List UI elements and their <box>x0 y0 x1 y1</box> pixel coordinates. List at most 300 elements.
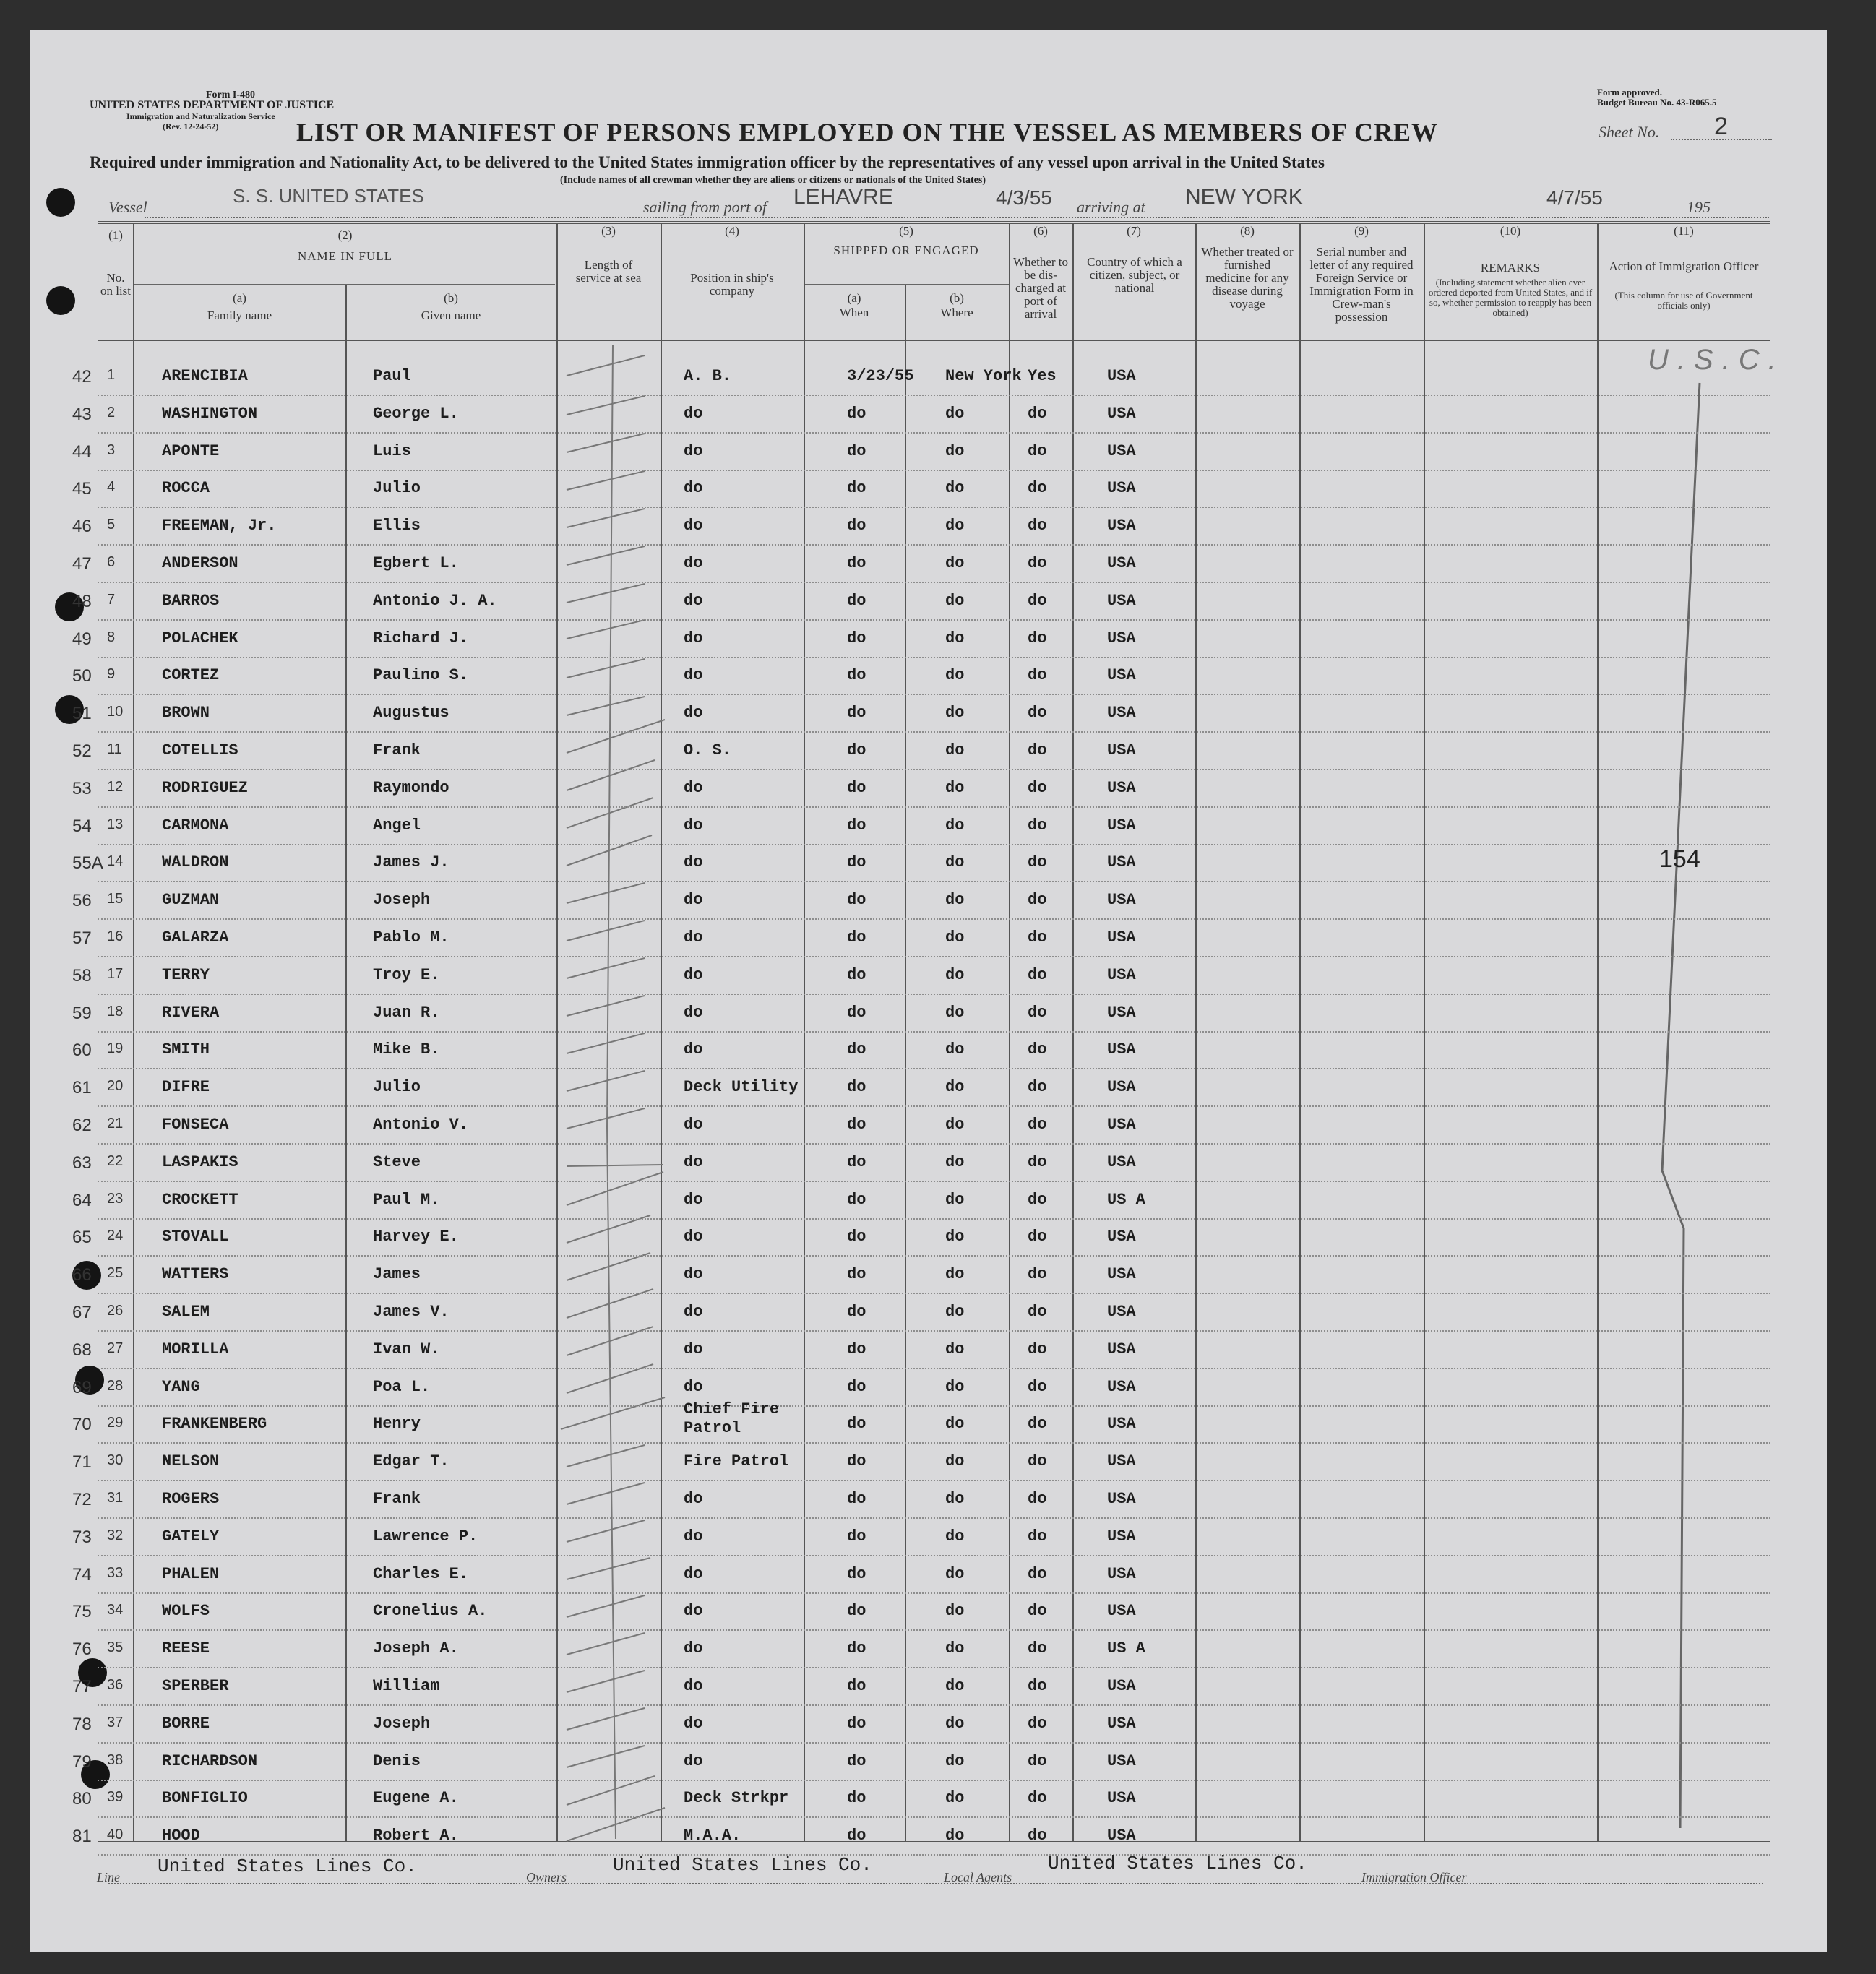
row-position: do <box>684 816 703 835</box>
row-discharged: do <box>1028 1228 1047 1246</box>
row-handwritten-number: 48 <box>72 591 92 611</box>
row-family-name: YANG <box>162 1377 200 1396</box>
row-country: USA <box>1107 1490 1136 1508</box>
header-given-name: Given name <box>421 309 481 322</box>
row-family-name: ARENCIBIA <box>162 367 248 385</box>
header-medicine: Whether treated or furnished medicine for any disease during voyage <box>1201 245 1294 311</box>
row-where: do <box>945 965 965 984</box>
row-position: do <box>684 1639 703 1658</box>
row-line-number: 25 <box>107 1265 124 1282</box>
row-line-number: 40 <box>107 1827 124 1843</box>
row-discharged: do <box>1028 1452 1047 1471</box>
crew-row <box>0 920 1876 957</box>
sailing-label: sailing from port of <box>643 198 767 216</box>
row-when: do <box>847 816 866 835</box>
row-when: do <box>847 404 866 423</box>
row-given-name: Henry <box>373 1415 421 1434</box>
row-where: do <box>945 1452 965 1471</box>
crew-row <box>0 1332 1876 1369</box>
row-when: do <box>847 1340 866 1358</box>
row-where: do <box>945 1040 965 1059</box>
row-where: do <box>945 404 965 423</box>
row-line-number: 18 <box>107 1003 124 1020</box>
arrival-date: 4/7/55 <box>1546 186 1603 209</box>
crew-row <box>0 1706 1876 1744</box>
row-country: USA <box>1107 441 1136 460</box>
row-handwritten-number: 76 <box>72 1639 92 1660</box>
row-when: do <box>847 479 866 498</box>
row-where: do <box>945 1602 965 1621</box>
row-discharged: do <box>1028 1003 1047 1022</box>
row-country: USA <box>1107 1303 1136 1321</box>
crew-row <box>0 1818 1876 1856</box>
row-where: do <box>945 1265 965 1284</box>
row-position: A. B. <box>684 367 732 385</box>
row-country: USA <box>1107 778 1136 797</box>
row-handwritten-number: 75 <box>72 1602 92 1622</box>
arriving-port: NEW YORK <box>1185 185 1303 209</box>
crew-row <box>0 1744 1876 1781</box>
row-country: USA <box>1107 816 1136 835</box>
row-family-name: CROCKETT <box>162 1190 238 1209</box>
header-where-sub: (b) <box>950 291 964 305</box>
row-family-name: APONTE <box>162 441 220 460</box>
row-position: Deck Strkpr <box>684 1789 789 1808</box>
row-where: do <box>945 554 965 572</box>
row-country: USA <box>1107 1377 1136 1396</box>
row-family-name: BORRE <box>162 1714 210 1733</box>
row-discharged: do <box>1028 1639 1047 1658</box>
col-num: (2) <box>337 228 353 242</box>
revision: (Rev. 12-24-52) <box>163 121 219 132</box>
row-country: USA <box>1107 1827 1136 1845</box>
header-name-in-full: NAME IN FULL <box>298 249 392 263</box>
row-position: do <box>684 554 703 572</box>
row-family-name: SPERBER <box>162 1677 229 1695</box>
row-line-number: 21 <box>107 1116 124 1132</box>
crew-row <box>0 1780 1876 1818</box>
crew-row <box>0 1400 1876 1444</box>
row-line-number: 8 <box>107 629 116 645</box>
row-line-number: 10 <box>107 704 124 720</box>
row-line-number: 5 <box>107 517 116 533</box>
row-where: New York <box>945 367 1022 385</box>
row-handwritten-number: 55A <box>72 853 103 874</box>
row-position: Fire Patrol <box>684 1452 789 1471</box>
row-discharged: do <box>1028 778 1047 797</box>
row-where: do <box>945 891 965 910</box>
row-family-name: FRANKENBERG <box>162 1415 267 1434</box>
row-country: USA <box>1107 1265 1136 1284</box>
col-num: (5) <box>899 224 913 238</box>
row-when: do <box>847 891 866 910</box>
manifest-title: LIST OR MANIFEST OF PERSONS EMPLOYED ON THE VESSEL AS MEMBERS OF CREW <box>296 118 1438 147</box>
line-value: United States Lines Co. <box>158 1856 417 1877</box>
row-when: do <box>847 965 866 984</box>
header-country: Country of which a citizen, subject, or national <box>1087 255 1182 295</box>
row-country: USA <box>1107 517 1136 535</box>
row-line-number: 6 <box>107 554 116 570</box>
row-handwritten-number: 60 <box>72 1040 92 1061</box>
row-where: do <box>945 816 965 835</box>
row-when: do <box>847 1265 866 1284</box>
row-handwritten-number: 81 <box>72 1827 92 1847</box>
row-position: do <box>684 1751 703 1770</box>
col-num: (9) <box>1354 224 1369 238</box>
row-line-number: 19 <box>107 1040 124 1057</box>
crew-row <box>0 995 1876 1033</box>
row-given-name: Cronelius A. <box>373 1602 488 1621</box>
row-where: do <box>945 1377 965 1396</box>
row-family-name: STOVALL <box>162 1228 229 1246</box>
row-position: do <box>684 704 703 723</box>
row-line-number: 7 <box>107 591 116 608</box>
row-discharged: Yes <box>1028 367 1057 385</box>
crew-row <box>0 546 1876 583</box>
row-family-name: CARMONA <box>162 816 229 835</box>
row-country: USA <box>1107 704 1136 723</box>
row-given-name: Charles E. <box>373 1564 469 1583</box>
row-when: do <box>847 517 866 535</box>
crew-row <box>0 808 1876 845</box>
row-line-number: 39 <box>107 1789 124 1806</box>
row-position: Chief Fire Patrol <box>684 1400 780 1438</box>
row-country: USA <box>1107 591 1136 610</box>
row-country: USA <box>1107 1040 1136 1059</box>
row-line-number: 16 <box>107 928 124 944</box>
row-country: USA <box>1107 1602 1136 1621</box>
row-discharged: do <box>1028 1564 1047 1583</box>
crew-row <box>0 1107 1876 1145</box>
row-when: do <box>847 1415 866 1434</box>
row-line-number: 22 <box>107 1152 124 1169</box>
row-position: do <box>684 1265 703 1284</box>
row-given-name: James V. <box>373 1303 449 1321</box>
header-given-sub: (b) <box>444 291 458 305</box>
row-position: M.A.A. <box>684 1827 741 1845</box>
row-when: do <box>847 1602 866 1621</box>
crew-row <box>0 1294 1876 1332</box>
row-family-name: GALARZA <box>162 928 229 947</box>
row-discharged: do <box>1028 1714 1047 1733</box>
row-position: do <box>684 1527 703 1546</box>
row-family-name: BROWN <box>162 704 210 723</box>
row-handwritten-number: 74 <box>72 1564 92 1585</box>
col-num: (8) <box>1240 224 1255 238</box>
row-position: do <box>684 1377 703 1396</box>
row-where: do <box>945 1003 965 1022</box>
row-discharged: do <box>1028 965 1047 984</box>
crew-row <box>0 658 1876 695</box>
header-discharged: Whether to be dis-charged at port of arrival <box>1013 255 1068 321</box>
row-where: do <box>945 479 965 498</box>
row-where: do <box>945 1415 965 1434</box>
row-discharged: do <box>1028 1303 1047 1321</box>
row-line-number: 2 <box>107 404 116 421</box>
row-discharged: do <box>1028 404 1047 423</box>
crew-row <box>0 1145 1876 1182</box>
header-length: Length of service at sea <box>575 258 642 285</box>
row-family-name: FREEMAN, Jr. <box>162 517 277 535</box>
row-discharged: do <box>1028 591 1047 610</box>
row-where: do <box>945 928 965 947</box>
row-position: do <box>684 1003 703 1022</box>
row-family-name: BARROS <box>162 591 220 610</box>
row-handwritten-number: 50 <box>72 666 92 686</box>
row-family-name: REESE <box>162 1639 210 1658</box>
row-discharged: do <box>1028 1078 1047 1097</box>
row-discharged: do <box>1028 1827 1047 1845</box>
col-num: (3) <box>601 224 616 238</box>
row-where: do <box>945 517 965 535</box>
row-given-name: James J. <box>373 853 449 872</box>
row-line-number: 20 <box>107 1078 124 1095</box>
row-given-name: James <box>373 1265 421 1284</box>
row-country: USA <box>1107 1003 1136 1022</box>
row-family-name: NELSON <box>162 1452 220 1471</box>
row-discharged: do <box>1028 1152 1047 1171</box>
row-given-name: Joseph A. <box>373 1639 459 1658</box>
row-position: do <box>684 853 703 872</box>
row-position: do <box>684 1228 703 1246</box>
row-when: do <box>847 1751 866 1770</box>
row-country: USA <box>1107 367 1136 385</box>
row-where: do <box>945 1152 965 1171</box>
row-when: do <box>847 1078 866 1097</box>
row-where: do <box>945 1751 965 1770</box>
row-line-number: 24 <box>107 1228 124 1244</box>
row-discharged: do <box>1028 816 1047 835</box>
row-when: do <box>847 853 866 872</box>
agents-label: Local Agents <box>944 1870 1012 1884</box>
row-discharged: do <box>1028 928 1047 947</box>
row-given-name: Harvey E. <box>373 1228 459 1246</box>
sheet-number: 2 <box>1714 113 1728 140</box>
crew-row <box>0 845 1876 882</box>
row-when: do <box>847 1639 866 1658</box>
crew-row <box>0 1369 1876 1407</box>
row-position: do <box>684 666 703 685</box>
row-handwritten-number: 42 <box>72 367 92 387</box>
row-where: do <box>945 1527 965 1546</box>
row-when: do <box>847 1003 866 1022</box>
row-handwritten-number: 72 <box>72 1490 92 1509</box>
row-family-name: FONSECA <box>162 1116 229 1134</box>
row-where: do <box>945 1827 965 1845</box>
crew-row <box>0 434 1876 471</box>
row-family-name: ROGERS <box>162 1490 220 1508</box>
row-handwritten-number: 69 <box>72 1377 92 1397</box>
crew-row <box>0 1444 1876 1481</box>
form-approved: Form approved. <box>1597 87 1663 98</box>
row-country: US A <box>1107 1190 1145 1209</box>
row-handwritten-number: 53 <box>72 778 92 798</box>
row-where: do <box>945 1789 965 1808</box>
row-line-number: 27 <box>107 1340 124 1356</box>
row-country: USA <box>1107 741 1136 759</box>
col-num: (6) <box>1033 224 1048 238</box>
row-given-name: William <box>373 1677 440 1695</box>
row-where: do <box>945 1340 965 1358</box>
row-handwritten-number: 45 <box>72 479 92 499</box>
sailing-port: LEHAVRE <box>793 185 893 209</box>
row-line-number: 12 <box>107 778 124 795</box>
row-position: do <box>684 479 703 498</box>
crew-row <box>0 470 1876 508</box>
owners-label: Owners <box>526 1870 567 1884</box>
row-line-number: 34 <box>107 1602 124 1619</box>
row-country: USA <box>1107 1714 1136 1733</box>
row-discharged: do <box>1028 891 1047 910</box>
row-discharged: do <box>1028 666 1047 685</box>
row-when: do <box>847 591 866 610</box>
crew-row <box>0 1032 1876 1069</box>
row-family-name: HOOD <box>162 1827 200 1845</box>
row-line-number: 4 <box>107 479 116 496</box>
row-given-name: Edgar T. <box>373 1452 449 1471</box>
year-suffix: 195 <box>1687 198 1711 216</box>
row-discharged: do <box>1028 741 1047 759</box>
row-handwritten-number: 49 <box>72 629 92 649</box>
row-country: USA <box>1107 1789 1136 1808</box>
row-family-name: RICHARDSON <box>162 1751 258 1770</box>
row-given-name: Frank <box>373 1490 421 1508</box>
header-where: Where <box>940 306 973 319</box>
row-when: do <box>847 1490 866 1508</box>
row-handwritten-number: 52 <box>72 741 92 761</box>
row-country: USA <box>1107 1564 1136 1583</box>
row-country: US A <box>1107 1639 1145 1658</box>
row-where: do <box>945 1078 965 1097</box>
row-position: do <box>684 1190 703 1209</box>
row-line-number: 32 <box>107 1527 124 1543</box>
crew-row <box>0 957 1876 995</box>
row-family-name: BONFIGLIO <box>162 1789 248 1808</box>
row-line-number: 33 <box>107 1564 124 1581</box>
row-family-name: DIFRE <box>162 1078 210 1097</box>
row-where: do <box>945 853 965 872</box>
row-given-name: Poa L. <box>373 1377 431 1396</box>
row-position: do <box>684 1303 703 1321</box>
row-position: do <box>684 928 703 947</box>
row-country: USA <box>1107 891 1136 910</box>
vessel-name: S. S. UNITED STATES <box>233 185 424 207</box>
row-where: do <box>945 666 965 685</box>
row-position: do <box>684 1602 703 1621</box>
crew-row <box>0 1182 1876 1220</box>
row-position: Deck Utility <box>684 1078 799 1097</box>
crew-row <box>0 1257 1876 1294</box>
row-line-number: 1 <box>107 367 116 383</box>
row-line-number: 17 <box>107 965 124 982</box>
row-discharged: do <box>1028 554 1047 572</box>
header-shipped: SHIPPED OR ENGAGED <box>833 243 979 257</box>
row-country: USA <box>1107 853 1136 872</box>
header-position: Position in ship's company <box>690 271 774 298</box>
row-when: do <box>847 1714 866 1733</box>
row-country: USA <box>1107 1340 1136 1358</box>
budget-bureau: Budget Bureau No. 43-R065.5 <box>1597 97 1717 108</box>
row-discharged: do <box>1028 1527 1047 1546</box>
row-discharged: do <box>1028 517 1047 535</box>
row-handwritten-number: 56 <box>72 891 92 911</box>
row-position: do <box>684 1040 703 1059</box>
row-line-number: 9 <box>107 666 116 683</box>
department: UNITED STATES DEPARTMENT OF JUSTICE <box>90 99 335 111</box>
header-no-on-list: No. on list <box>100 271 132 298</box>
row-given-name: Lawrence P. <box>373 1527 478 1546</box>
row-where: do <box>945 1677 965 1695</box>
row-when: do <box>847 1527 866 1546</box>
row-country: USA <box>1107 928 1136 947</box>
row-discharged: do <box>1028 441 1047 460</box>
row-given-name: Ivan W. <box>373 1340 440 1358</box>
row-position: do <box>684 441 703 460</box>
row-where: do <box>945 741 965 759</box>
line-label: Line <box>97 1870 121 1884</box>
row-when: do <box>847 1827 866 1845</box>
row-when: do <box>847 778 866 797</box>
row-line-number: 29 <box>107 1415 124 1431</box>
row-given-name: Steve <box>373 1152 421 1171</box>
row-position: do <box>684 1152 703 1171</box>
row-when: do <box>847 1228 866 1246</box>
row-given-name: Frank <box>373 741 421 759</box>
row-country: USA <box>1107 1527 1136 1546</box>
row-line-number: 28 <box>107 1377 124 1394</box>
row-handwritten-number: 79 <box>72 1751 92 1772</box>
row-line-number: 36 <box>107 1677 124 1693</box>
row-when: do <box>847 629 866 647</box>
row-where: do <box>945 778 965 797</box>
row-discharged: do <box>1028 1265 1047 1284</box>
officer-label: Immigration Officer <box>1361 1870 1467 1884</box>
row-handwritten-number: 59 <box>72 1003 92 1023</box>
row-given-name: Antonio J. A. <box>373 591 497 610</box>
row-handwritten-number: 43 <box>72 404 92 424</box>
row-country: USA <box>1107 404 1136 423</box>
row-country: USA <box>1107 1228 1136 1246</box>
header-family-sub: (a) <box>233 291 246 305</box>
row-when: do <box>847 666 866 685</box>
row-handwritten-number: 47 <box>72 554 92 574</box>
row-position: do <box>684 1564 703 1583</box>
row-handwritten-number: 63 <box>72 1152 92 1173</box>
row-position: do <box>684 891 703 910</box>
crew-row <box>0 1519 1876 1556</box>
crew-row <box>0 1069 1876 1107</box>
row-when: do <box>847 1789 866 1808</box>
crew-row <box>0 882 1876 920</box>
row-country: USA <box>1107 965 1136 984</box>
row-discharged: do <box>1028 479 1047 498</box>
row-discharged: do <box>1028 1602 1047 1621</box>
row-given-name: Raymondo <box>373 778 449 797</box>
include-line: (Include names of all crewman whether they are aliens or citizens or nationals of the United States) <box>560 175 986 186</box>
owners-value: United States Lines Co. <box>613 1854 872 1876</box>
row-country: USA <box>1107 1452 1136 1471</box>
row-country: USA <box>1107 1751 1136 1770</box>
row-where: do <box>945 1714 965 1733</box>
row-line-number: 26 <box>107 1303 124 1319</box>
row-given-name: Paul <box>373 367 411 385</box>
row-line-number: 30 <box>107 1452 124 1469</box>
row-handwritten-number: 65 <box>72 1228 92 1248</box>
row-handwritten-number: 77 <box>72 1677 92 1697</box>
row-given-name: Juan R. <box>373 1003 440 1022</box>
row-discharged: do <box>1028 704 1047 723</box>
row-family-name: RIVERA <box>162 1003 220 1022</box>
